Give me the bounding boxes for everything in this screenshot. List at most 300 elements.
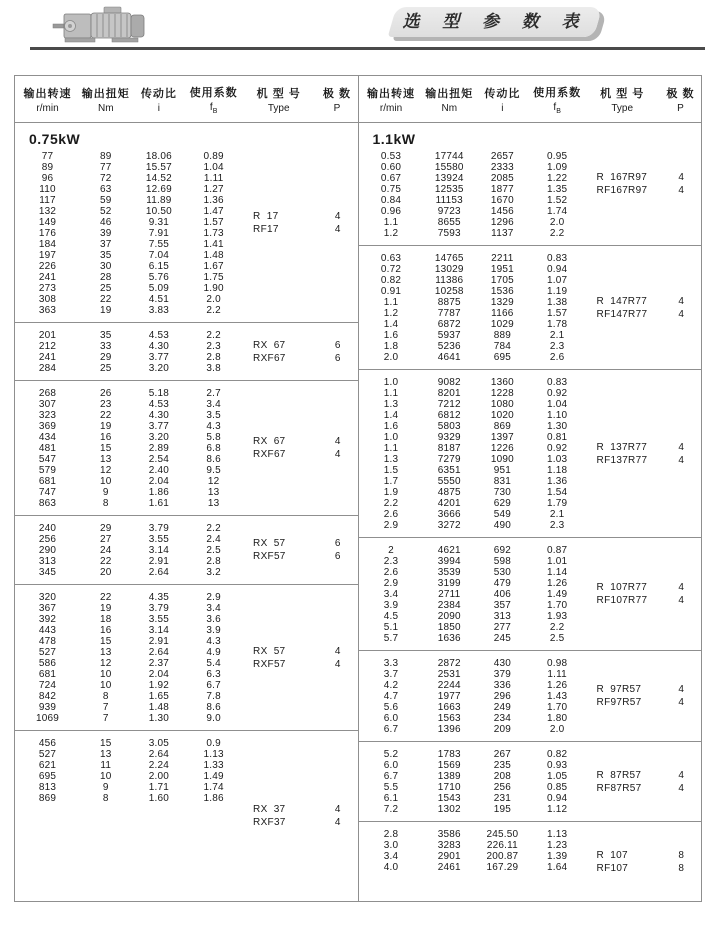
ratio-value: 1.71: [148, 782, 169, 793]
model-type: RXF37: [253, 817, 286, 828]
ratio-value: 1029: [490, 319, 514, 330]
speed-value: 842: [38, 691, 57, 702]
ratio-value: 208: [493, 771, 511, 782]
poles-value: 4: [678, 582, 684, 593]
speed-value: 2.2: [383, 498, 399, 509]
service-factor-value: 1.49: [203, 771, 224, 782]
type-line: [585, 184, 701, 197]
torque-value: 1563: [437, 713, 461, 724]
service-factor-value: 0.83: [547, 253, 568, 264]
speed-value: 3.7: [383, 669, 399, 680]
speed-value: 0.91: [380, 286, 402, 297]
speed-value: 290: [38, 545, 57, 556]
ratio-value: 2.91: [148, 556, 169, 567]
torque-value: 17744: [434, 151, 464, 162]
torque-value: 25: [99, 363, 112, 374]
torque-value: 3199: [437, 578, 461, 589]
service-factor-value: 1.70: [547, 702, 568, 713]
table-row: [359, 319, 702, 330]
speed-value: 2.3: [383, 556, 399, 567]
speed-value: 1.6: [383, 330, 399, 341]
type-line: [241, 352, 357, 365]
torque-value: 3666: [437, 509, 461, 520]
torque-value: 6351: [437, 465, 461, 476]
speed-value: 345: [38, 567, 57, 578]
service-factor-value: 2.7: [206, 388, 221, 399]
speed-value: 0.60: [380, 162, 402, 173]
ratio-value: 1705: [490, 275, 514, 286]
model-type: RF147R77: [596, 308, 648, 320]
service-factor-value: 1.43: [547, 691, 568, 702]
service-factor-value: 0.92: [547, 443, 568, 454]
speed-value: 5.5: [383, 782, 399, 793]
torque-value: 4621: [437, 545, 461, 556]
right-section-2: [359, 245, 702, 369]
table-row: [15, 771, 358, 782]
type-poles-block: [241, 537, 357, 563]
torque-value: 13: [99, 647, 112, 658]
ratio-value: 2085: [490, 173, 514, 184]
ratio-value: 2.04: [148, 476, 169, 487]
type-line: [585, 454, 701, 467]
table-row: [359, 829, 702, 840]
service-factor-value: 1.04: [547, 399, 568, 410]
speed-value: 0.53: [380, 151, 402, 162]
ratio-value: 1.30: [148, 713, 169, 724]
torque-value: 12535: [434, 184, 464, 195]
service-factor-value: 1.52: [547, 195, 568, 206]
speed-value: 2: [388, 545, 394, 556]
ratio-value: 2.54: [148, 454, 169, 465]
service-factor-value: 3.5: [206, 410, 221, 421]
service-factor-value: 2.1: [549, 509, 565, 520]
speed-value: 1.0: [383, 432, 399, 443]
service-factor-value: 3.8: [206, 363, 221, 374]
speed-value: 307: [38, 399, 57, 410]
torque-value: 3539: [437, 567, 461, 578]
service-factor-value: 4.3: [206, 636, 221, 647]
ratio-value: 4.30: [148, 341, 169, 352]
table-row: [15, 567, 358, 578]
torque-value: 8655: [437, 217, 461, 228]
table-row: [15, 476, 358, 487]
speed-value: 3.4: [383, 589, 399, 600]
torque-value: 7279: [437, 454, 461, 465]
ratio-value: 7.91: [148, 228, 169, 239]
speed-value: 2.9: [383, 520, 399, 531]
type-line: [241, 658, 357, 671]
service-factor-value: 1.38: [547, 297, 568, 308]
speed-value: 110: [39, 184, 56, 195]
ratio-value: 1080: [490, 399, 514, 410]
header-rule: [30, 47, 705, 50]
service-factor-value: 1.41: [203, 239, 224, 250]
table-row: [15, 669, 358, 680]
service-factor-value: 1.36: [203, 195, 224, 206]
torque-value: 11386: [435, 275, 464, 286]
torque-value: 8187: [437, 443, 461, 454]
ratio-value: 15.57: [145, 162, 172, 173]
speed-value: 813: [38, 782, 57, 793]
left-section-1: [15, 123, 358, 322]
type-poles-block: [241, 210, 357, 236]
ratio-value: 2333: [490, 162, 514, 173]
torque-value: 4201: [437, 498, 461, 509]
service-factor-value: 0.95: [547, 151, 568, 162]
table-row: [359, 352, 702, 363]
table-row: [359, 545, 702, 556]
torque-value: 8201: [437, 388, 461, 399]
ratio-value: 1166: [491, 308, 514, 319]
service-factor-value: 0.81: [547, 432, 568, 443]
ratio-value: 245: [493, 633, 511, 644]
poles-value: 4: [678, 441, 684, 453]
table-row: [15, 294, 358, 305]
ratio-value: 5.76: [148, 272, 169, 283]
speed-value: 586: [38, 658, 57, 669]
torque-value: 1850: [437, 622, 461, 633]
service-factor-value: 1.78: [547, 319, 568, 330]
torque-value: 46: [99, 217, 112, 228]
ratio-value: 3.20: [148, 363, 169, 374]
torque-value: 9723: [437, 206, 461, 217]
table-row: [359, 476, 702, 487]
ratio-value: 379: [493, 669, 511, 680]
torque-value: 19: [99, 421, 112, 432]
table-row: [15, 173, 358, 184]
type-line: [585, 849, 701, 862]
table-row: [359, 713, 702, 724]
poles-value: 4: [678, 595, 684, 606]
service-factor-value: 1.22: [547, 173, 568, 184]
speed-value: 3.0: [383, 840, 399, 851]
torque-value: 27: [99, 534, 112, 545]
service-factor-value: 1.10: [547, 410, 568, 421]
speed-value: 456: [38, 738, 57, 749]
type-line: [241, 816, 357, 829]
torque-value: 4875: [437, 487, 461, 498]
poles-value: 4: [678, 172, 684, 183]
speed-value: 4.2: [383, 680, 399, 691]
ratio-value: 490: [493, 520, 511, 531]
service-factor-value: 0.94: [547, 264, 568, 275]
torque-value: 33: [99, 341, 112, 352]
model-type: R 167R97: [596, 172, 648, 183]
table-row: [359, 520, 702, 531]
service-factor-value: 1.09: [547, 162, 568, 173]
torque-value: 30: [99, 261, 112, 272]
speed-value: 369: [38, 421, 57, 432]
torque-value: 29: [99, 523, 112, 534]
service-factor-value: 2.4: [206, 534, 221, 545]
speed-value: 0.82: [380, 275, 402, 286]
ratio-value: 200.87: [486, 851, 519, 862]
ratio-value: 18.06: [145, 151, 172, 162]
type-poles-block: [585, 295, 701, 321]
ratio-value: 831: [493, 476, 511, 487]
torque-value: 59: [99, 195, 112, 206]
speed-value: 197: [38, 250, 57, 261]
service-factor-value: 3.6: [206, 614, 221, 625]
table-row: [359, 567, 702, 578]
type-poles-block: [585, 171, 701, 197]
speed-value: 527: [38, 749, 57, 760]
service-factor-value: 1.73: [203, 228, 224, 239]
ratio-value: 245.50: [486, 829, 519, 840]
ratio-value: 1228: [490, 388, 514, 399]
left-section-6: [15, 730, 358, 901]
ratio-value: 2.64: [148, 749, 169, 760]
header-service-factor: 使用系数 $f_B$: [533, 86, 582, 115]
torque-value: 3586: [437, 829, 461, 840]
speed-value: 3.4: [383, 851, 399, 862]
torque-value: 1663: [437, 702, 461, 713]
torque-value: 10: [99, 476, 112, 487]
header-output-torque: 输出扭矩 Nm: [81, 87, 130, 114]
speed-value: 2.9: [383, 578, 399, 589]
speed-value: 579: [38, 465, 57, 476]
ratio-value: 889: [493, 330, 511, 341]
speed-value: 1.3: [383, 399, 399, 410]
ratio-value: 357: [493, 600, 511, 611]
service-factor-value: 1.19: [547, 286, 568, 297]
ratio-value: 3.14: [148, 545, 169, 556]
torque-value: 22: [99, 556, 112, 567]
ratio-value: 1877: [490, 184, 514, 195]
speed-value: 89: [41, 162, 54, 173]
service-factor-value: 8.6: [206, 702, 221, 713]
ratio-value: 1456: [490, 206, 514, 217]
service-factor-value: 8.6: [206, 454, 221, 465]
service-factor-value: 1.39: [547, 851, 568, 862]
table-row: [15, 283, 358, 294]
header-poles: 极 数 P: [322, 87, 351, 114]
ratio-value: 629: [493, 498, 511, 509]
table-row: [359, 264, 702, 275]
torque-value: 8: [102, 691, 109, 702]
ratio-value: 14.52: [145, 173, 172, 184]
torque-value: 15: [99, 443, 112, 454]
left-section-5: [15, 584, 358, 730]
table-row: [15, 151, 358, 162]
torque-value: 63: [99, 184, 112, 195]
table-row: [359, 622, 702, 633]
service-factor-value: 1.47: [203, 206, 224, 217]
header-model-type: 机 型 号 Type: [256, 87, 301, 114]
service-factor-value: 0.93: [547, 760, 568, 771]
table-row: [359, 749, 702, 760]
type-line: [585, 308, 701, 321]
speed-value: 1.3: [383, 454, 399, 465]
speed-value: 320: [38, 592, 57, 603]
torque-value: 20: [99, 567, 112, 578]
ratio-value: 7.55: [148, 239, 169, 250]
speed-value: 1.4: [383, 410, 399, 421]
ratio-value: 784: [493, 341, 511, 352]
speed-value: 268: [38, 388, 57, 399]
service-factor-value: 1.07: [547, 275, 568, 286]
service-factor-value: 1.04: [203, 162, 224, 173]
torque-value: 15: [99, 738, 112, 749]
table-row: [15, 713, 358, 724]
ratio-value: 692: [493, 545, 511, 556]
speed-value: 6.0: [383, 760, 399, 771]
ratio-value: 249: [493, 702, 511, 713]
torque-value: 11: [100, 760, 112, 771]
table-row: [15, 760, 358, 771]
speed-value: 1.5: [383, 465, 399, 476]
table-row: [359, 388, 702, 399]
speed-value: 2.6: [383, 567, 399, 578]
torque-value: 5550: [437, 476, 461, 487]
power-label: 0.75kW: [29, 131, 81, 147]
service-factor-value: 9.5: [206, 465, 221, 476]
service-factor-value: 2.5: [549, 633, 565, 644]
table-row: [359, 377, 702, 388]
table-row: [15, 399, 358, 410]
ratio-value: 1.60: [148, 793, 169, 804]
service-factor-value: 3.4: [206, 399, 221, 410]
table-row: [15, 614, 358, 625]
speed-value: 4.7: [383, 691, 399, 702]
torque-value: 14765: [434, 253, 464, 264]
model-type: R 147R77: [596, 295, 648, 307]
poles-value: 4: [678, 697, 684, 708]
torque-value: 2244: [437, 680, 461, 691]
ratio-value: 1020: [490, 410, 514, 421]
service-factor-value: 1.18: [547, 465, 568, 476]
table-half-11kw: [358, 76, 702, 901]
ratio-value: 530: [493, 567, 511, 578]
speed-value: 1.4: [383, 319, 399, 330]
header-output-speed: 输出转速 r/min: [23, 87, 72, 114]
speed-value: 1.9: [383, 487, 399, 498]
ratio-value: 1.65: [148, 691, 169, 702]
table-row: [359, 509, 702, 520]
service-factor-value: 1.35: [547, 184, 568, 195]
table-row: [359, 556, 702, 567]
speed-value: 1.2: [383, 308, 399, 319]
speed-value: 681: [38, 669, 57, 680]
torque-value: 2531: [437, 669, 461, 680]
torque-value: 7: [102, 702, 109, 713]
torque-value: 22: [99, 592, 112, 603]
ratio-value: 4.51: [148, 294, 169, 305]
service-factor-value: 0.85: [547, 782, 568, 793]
type-poles-block: [241, 339, 357, 365]
speed-value: 434: [38, 432, 57, 443]
speed-value: 2.8: [383, 829, 399, 840]
torque-value: 52: [99, 206, 112, 217]
ratio-value: 2.40: [148, 465, 169, 476]
table-row: [15, 195, 358, 206]
table-row: [359, 341, 702, 352]
table-row: [15, 498, 358, 509]
table-row: [359, 804, 702, 815]
model-type: RX 37: [253, 804, 286, 815]
service-factor-value: 1.64: [547, 862, 568, 873]
torque-value: 2461: [437, 862, 461, 873]
table-row: [359, 487, 702, 498]
table-row: [15, 305, 358, 316]
speed-value: 7.2: [383, 804, 399, 815]
torque-value: 1710: [437, 782, 461, 793]
table-row: [359, 217, 702, 228]
type-line: [585, 171, 701, 184]
service-factor-value: 1.67: [203, 261, 224, 272]
service-factor-value: 2.3: [549, 520, 565, 531]
type-poles-block: [241, 645, 357, 671]
service-factor-value: 7.8: [206, 691, 221, 702]
torque-value: 7212: [437, 399, 461, 410]
speed-value: 363: [38, 305, 57, 316]
ratio-value: 12.69: [145, 184, 172, 195]
ratio-value: 4.53: [148, 399, 169, 410]
type-line: [241, 435, 357, 448]
table-row: [15, 702, 358, 713]
poles-value: 4: [678, 185, 684, 196]
speed-value: 1.7: [383, 476, 399, 487]
ratio-value: 3.79: [148, 603, 169, 614]
service-factor-value: 1.12: [547, 804, 568, 815]
torque-value: 37: [99, 239, 112, 250]
speed-value: 724: [38, 680, 57, 691]
ratio-value: 3.55: [148, 534, 169, 545]
torque-value: 9082: [437, 377, 461, 388]
table-row: [359, 151, 702, 162]
ratio-value: 1.92: [148, 680, 169, 691]
ratio-value: 430: [493, 658, 511, 669]
type-line: [585, 594, 701, 607]
speed-value: 6.7: [383, 724, 399, 735]
torque-value: 72: [99, 173, 112, 184]
ratio-value: 2.91: [148, 636, 169, 647]
ratio-value: 313: [493, 611, 511, 622]
service-factor-value: 2.2: [206, 523, 221, 534]
torque-value: 3272: [437, 520, 461, 531]
table-row: [359, 421, 702, 432]
torque-value: 4641: [437, 352, 461, 363]
service-factor-value: 1.90: [203, 283, 224, 294]
type-line: [585, 696, 701, 709]
torque-value: 2090: [437, 611, 461, 622]
ratio-value: 406: [493, 589, 511, 600]
service-factor-value: 2.6: [549, 352, 565, 363]
service-factor-value: 1.75: [203, 272, 224, 283]
torque-value: 8: [102, 498, 109, 509]
service-factor-value: 13: [207, 487, 220, 498]
torque-value: 39: [99, 228, 112, 239]
service-factor-value: 1.27: [203, 184, 224, 195]
ratio-value: 1670: [490, 195, 514, 206]
torque-value: 1396: [437, 724, 461, 735]
service-factor-value: 1.57: [547, 308, 568, 319]
model-type: RX 67: [253, 436, 286, 447]
speed-value: 6.7: [383, 771, 399, 782]
speed-value: 4.0: [383, 862, 399, 873]
speed-value: 201: [38, 330, 57, 341]
table-row: [15, 162, 358, 173]
service-factor-value: 2.2: [206, 330, 221, 341]
ratio-value: 4.30: [148, 410, 169, 421]
service-factor-value: 2.9: [206, 592, 221, 603]
ratio-value: 598: [493, 556, 511, 567]
table-row: [15, 421, 358, 432]
torque-value: 28: [99, 272, 112, 283]
header-ratio: 传动比 i: [484, 87, 521, 114]
ratio-value: 4.35: [148, 592, 169, 603]
service-factor-value: 0.94: [547, 793, 568, 804]
